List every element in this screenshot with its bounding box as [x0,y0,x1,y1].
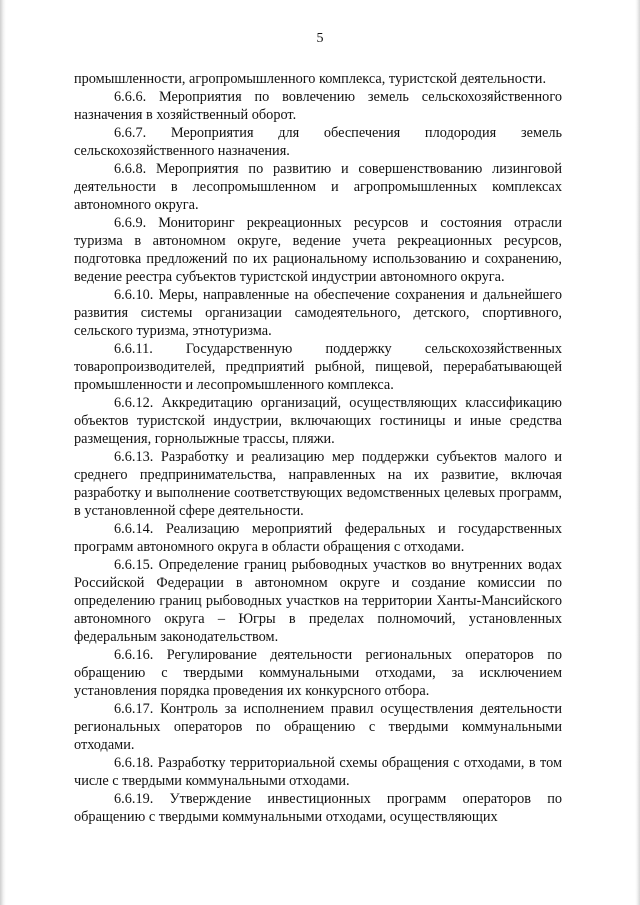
scan-edge-right [635,0,640,905]
scan-edge-left [0,0,6,905]
paragraph-6-6-7: 6.6.7. Мероприятия для обеспечения плодородия земель сельскохозяйственного назначения. [74,125,562,159]
paragraph-6-6-6: 6.6.6. Мероприятия по вовлечению земель сельскохозяйственного назначения в хозяйственный оборот. [74,89,562,123]
paragraph-6-6-12: 6.6.12. Аккредитацию организаций, осуществляющих классификацию объектов туристской индустрии, включающих гостиницы и иные средства размещения, горнолыжные трассы, пляжи. [74,395,562,447]
paragraph-6-6-17: 6.6.17. Контроль за исполнением правил осуществления деятельности региональных операторов по обращению с твердыми коммунальными отходами. [74,701,562,753]
paragraph-6-6-9: 6.6.9. Мониторинг рекреационных ресурсов и состояния отрасли туризма в автономном округе, ведение учета рекреационных ресурсов, подготовка предложений по их рациональному использованию и сохранению, ведение реестра субъектов туристской индустрии автономного округа. [74,215,562,285]
page-number: 5 [316,31,324,46]
paragraph-6-6-19: 6.6.19. Утверждение инвестиционных программ операторов по обращению с твердыми коммунальными отходами, осуществляющих [74,791,562,825]
paragraph-6-6-16: 6.6.16. Регулирование деятельности региональных операторов по обращению с твердыми коммунальными отходами, за исключением установления порядка проведения их конкурсного отбора. [74,647,562,699]
paragraph-6-6-13: 6.6.13. Разработку и реализацию мер поддержки субъектов малого и среднего предпринимательства, направленных на их развитие, включая разработку и выполнение соответствующих ведомственных целевых программ, в установленной сфере деятельности. [74,449,562,519]
paragraph-6-6-10: 6.6.10. Меры, направленные на обеспечение сохранения и дальнейшего развития системы организации самодеятельного, детского, спортивного, сельского туризма, этнотуризма. [74,287,562,339]
paragraph-6-6-8: 6.6.8. Мероприятия по развитию и совершенствованию лизинговой деятельности в лесопромышленном и агропромышленных комплексах автономного округа. [74,161,562,213]
paragraph-continuation: промышленности, агропромышленного комплекса, туристской деятельности. [74,71,547,87]
document-body [74,70,562,826]
paragraph-6-6-15: 6.6.15. Определение границ рыбоводных участков во внутренних водах Российской Федерации в автономном округе и создание комиссии по определению границ рыбоводных участков на территории Ханты-Мансийского автономного округа – Югры в пределах полномочий, установленных федеральным законодательством. [74,557,562,645]
paragraph-6-6-18: 6.6.18. Разработку территориальной схемы обращения с отходами, в том числе с твердыми коммунальными отходами. [74,755,562,789]
paragraph-6-6-14: 6.6.14. Реализацию мероприятий федеральных и государственных программ автономного округа в области обращения с отходами. [74,521,562,555]
paragraph-6-6-11: 6.6.11. Государственную поддержку сельскохозяйственных товаропроизводителей, предприятий рыбной, пищевой, перерабатывающей промышленности и лесопромышленного комплекса. [74,341,562,393]
